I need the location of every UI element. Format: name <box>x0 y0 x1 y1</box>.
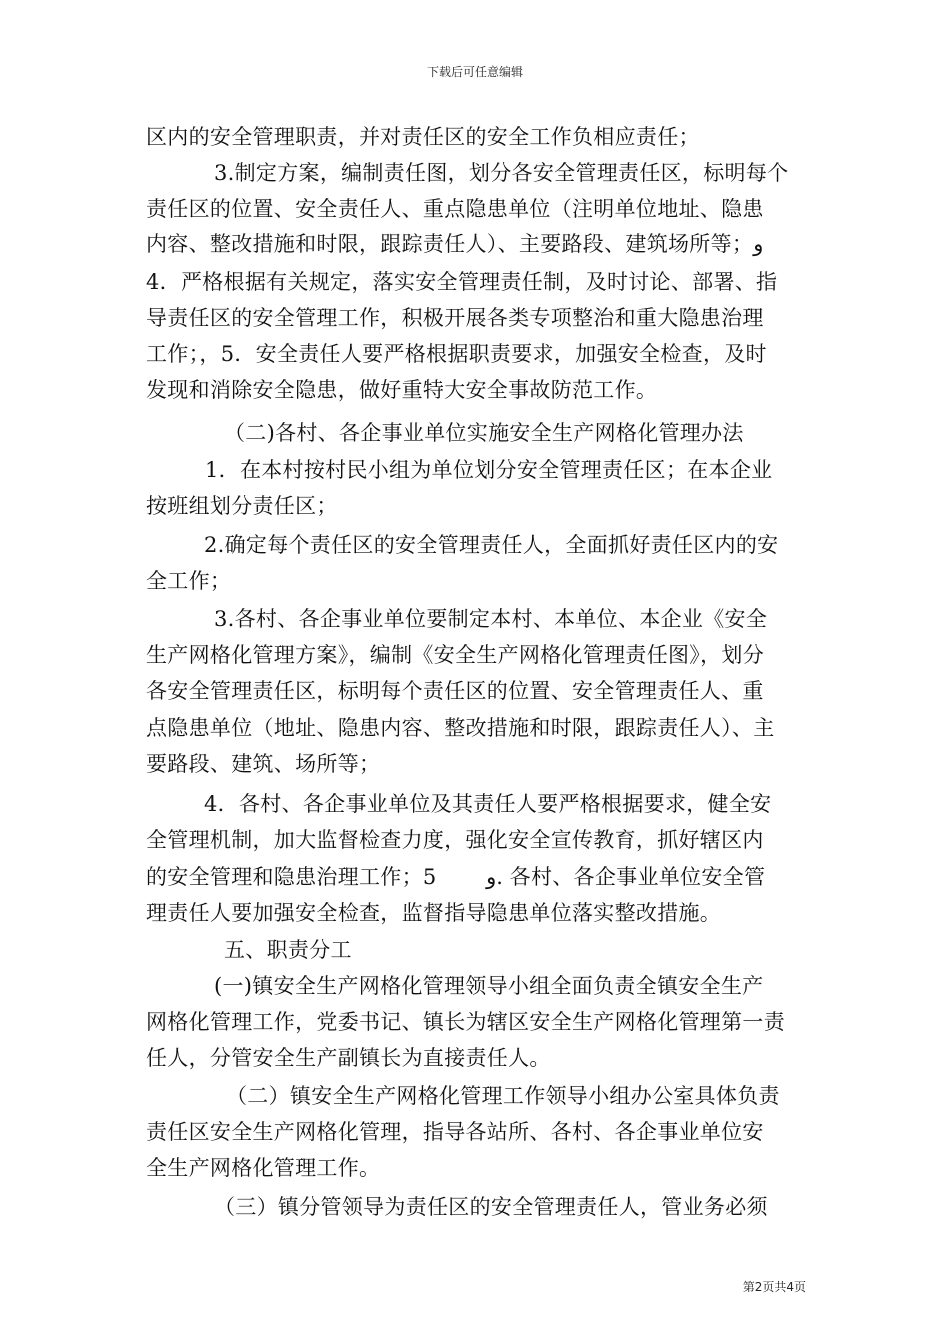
paragraph-line: 要路段、建筑、场所等； <box>146 752 381 776</box>
paragraph-line: 3.制定方案，编制责任图，划分各安全管理责任区，标明每个 <box>214 161 789 185</box>
paragraph-line: 全生产网格化管理工作。 <box>146 1156 381 1180</box>
section-heading: （二)各村、各企事业单位实施安全生产网格化管理办法 <box>224 421 744 445</box>
paragraph-line: 3.各村、各企事业单位要制定本村、本单位、本企业《安全 <box>214 607 768 631</box>
paragraph-line: 网格化管理工作，党委书记、镇长为辖区安全生产网格化管理第一责 <box>146 1010 785 1034</box>
paragraph-line: 按班组划分责任区； <box>146 494 338 518</box>
paragraph-line: 2.确定每个责任区的安全管理责任人，全面抓好责任区内的安 <box>204 533 779 557</box>
paragraph-line: 理责任人要加强安全检查，监督指导隐患单位落实整改措施。 <box>146 901 722 925</box>
paragraph-line: 点隐患单位（地址、隐患内容、整改措施和时限，跟踪责任人）、主 <box>146 716 775 740</box>
paragraph-line: 的安全管理和隐患治理工作；5 و. 各村、各企事业单位安全管 <box>146 865 766 889</box>
paragraph-line: 全工作； <box>146 569 232 593</box>
paragraph-line: 任人，分管安全生产副镇长为直接责任人。 <box>146 1046 551 1070</box>
paragraph-line: (一)镇安全生产网格化管理领导小组全面负责全镇安全生产 <box>214 974 764 998</box>
paragraph-line: 内容、整改措施和时限，跟踪责任人）、主要路段、建筑场所等；و <box>146 232 764 256</box>
paragraph-line: 工作；，5．安全责任人要严格根据职责要求，加强安全检查，及时 <box>146 342 767 366</box>
paragraph-line: （二）镇安全生产网格化管理工作领导小组办公室具体负责 <box>226 1084 780 1108</box>
paragraph-line: 1．在本村按村民小组为单位划分安全管理责任区；在本企业 <box>205 458 773 482</box>
paragraph-line: （三）镇分管领导为责任区的安全管理责任人，管业务必须 <box>214 1195 768 1219</box>
paragraph-line: 导责任区的安全管理工作，积极开展各类专项整治和重大隐患治理 <box>146 306 764 330</box>
page-number: 第2页共4页 <box>742 1280 806 1294</box>
page-header: 下载后可任意编辑 <box>426 65 523 79</box>
section-heading: 五、职责分工 <box>224 938 352 962</box>
paragraph-line: 区内的安全管理职责，并对责任区的安全工作负相应责任； <box>146 125 700 149</box>
paragraph-line: 4．严格根据有关规定，落实安全管理责任制，及时讨论、部署、指 <box>146 270 778 294</box>
paragraph-line: 各安全管理责任区，标明每个责任区的位置、安全管理责任人、重 <box>146 679 764 703</box>
paragraph-line: 责任区安全生产网格化管理，指导各站所、各村、各企事业单位安 <box>146 1120 764 1144</box>
paragraph-line: 发现和消除安全隐患，做好重特大安全事故防范工作。 <box>146 378 658 402</box>
paragraph-line: 4．各村、各企事业单位及其责任人要严格根据要求，健全安 <box>204 792 772 816</box>
paragraph-line: 全管理机制，加大监督检查力度，强化安全宣传教育，抓好辖区内 <box>146 828 764 852</box>
paragraph-line: 责任区的位置、安全责任人、重点隐患单位（注明单位地址、隐患 <box>146 197 764 221</box>
paragraph-line: 生产网格化管理方案》，编制《安全生产网格化管理责任图》，划分 <box>146 643 764 667</box>
